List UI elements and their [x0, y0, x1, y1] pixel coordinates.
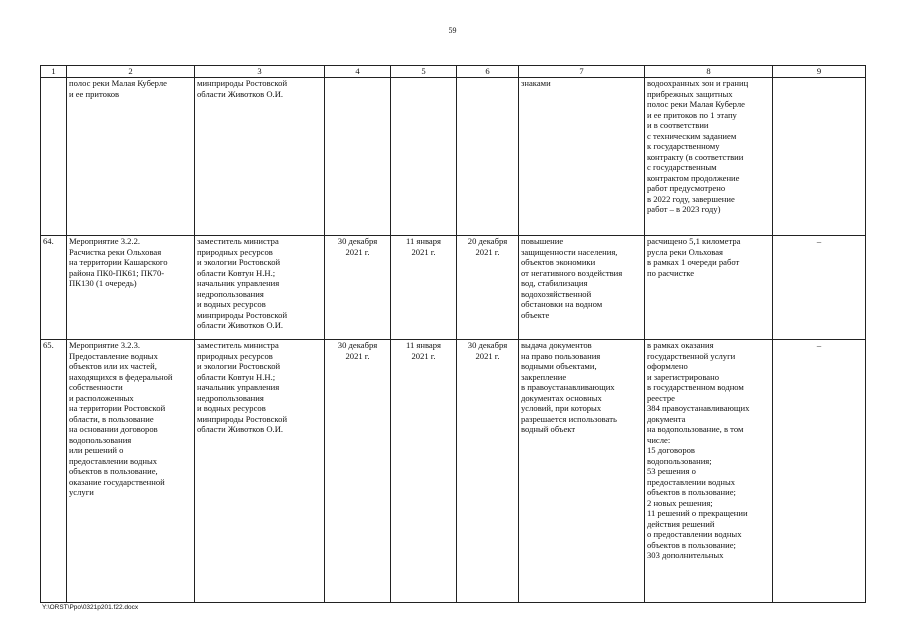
cell-result_actual-line: расчищено 5,1 километра: [647, 236, 741, 246]
cell-result_actual-line: русла реки Ольховая: [647, 246, 723, 257]
cell-date_plan-line: 30 декабря: [337, 236, 378, 246]
cell-name-line: услуги: [69, 487, 94, 497]
cell-date_start-line: 2021 г.: [411, 350, 436, 361]
cell-date_end-line: 2021 г.: [475, 350, 500, 361]
cell-result_expected-line: водными объектами,: [521, 361, 597, 371]
cell-note: –: [773, 236, 866, 340]
cell-result_expected-line: на право пользования: [521, 350, 601, 361]
cell-result_expected-line: объектов экономики: [521, 257, 596, 267]
cell-name-line: на основании договоров: [69, 424, 158, 434]
cell-name-line: объектов или их частей,: [69, 361, 157, 371]
cell-responsible: [195, 78, 325, 236]
cell-num: [41, 78, 67, 236]
file-path-footer: Y:\ORST\Ppo\0321p201.f22.docx: [42, 604, 139, 611]
cell-result_actual-line: по расчистке: [647, 267, 695, 278]
cell-name-line: на территории Ростовской: [69, 403, 166, 413]
cell-responsible-line: области Ковтун Н.Н.;: [197, 371, 276, 382]
cell-result_actual-line: предоставлении водных: [647, 476, 736, 487]
cell-result_actual-line: документа: [647, 413, 686, 424]
cell-result_expected-line: объекте: [521, 309, 550, 320]
cell-responsible-line: минприроды Ростовской: [197, 413, 288, 424]
cell-responsible-line: природных ресурсов: [197, 246, 273, 257]
page-number: 59: [448, 26, 457, 35]
cell-name-line: собственности: [69, 382, 123, 392]
cell-responsible-line: недропользования: [197, 288, 264, 299]
cell-num: 65.: [41, 340, 67, 603]
cell-result_actual-line: объектов в пользование;: [647, 487, 736, 497]
cell-result_actual-line: в рамках 1 очереди работ: [647, 257, 740, 267]
cell-responsible: [195, 236, 325, 340]
cell-result_actual-line: 15 договоров: [647, 445, 695, 455]
cell-result_actual-line: 2 новых решения;: [647, 497, 713, 508]
cell-result_actual-line: реестре: [647, 392, 675, 403]
cell-result_actual-line: действия решений: [647, 518, 715, 529]
col-header: 9: [773, 66, 866, 78]
cell-result_actual-line: о предоставлении водных: [647, 529, 742, 539]
col-header: 3: [195, 66, 325, 78]
col-header: 5: [391, 66, 457, 78]
cell-result_actual-line: полос реки Малая Куберле: [647, 99, 745, 109]
cell-result_actual: [645, 236, 773, 340]
cell-result_actual-line: водоохранных зон и границ: [647, 78, 749, 88]
cell-responsible-line: области Животков О.И.: [197, 424, 284, 434]
cell-result_expected-line: водохозяйственной: [521, 288, 592, 299]
cell-name-line: района ПК0-ПК61; ПК70-: [69, 267, 165, 278]
cell-result_expected-line: повышение: [521, 236, 564, 246]
cell-name-line: и ее притоков: [69, 88, 120, 99]
cell-result_expected-line: защищенности населения,: [521, 246, 618, 257]
cell-result_actual-line: в 2022 году, завершение: [647, 193, 735, 204]
cell-date_plan-line: 30 декабря: [337, 340, 378, 350]
col-header: 4: [325, 66, 391, 78]
col-header: 8: [645, 66, 773, 78]
cell-date_end: [457, 340, 519, 603]
header-row: [41, 66, 866, 78]
cell-result_actual-line: и ее притоков по 1 этапу: [647, 109, 737, 120]
cell-result_actual-line: 384 правоустанавливающих: [647, 403, 750, 413]
cell-note: [773, 78, 866, 236]
cell-name-line: находящихся в федеральной: [69, 371, 173, 382]
cell-result_actual-line: работ – в 2023 году): [647, 204, 721, 214]
cell-responsible-line: недропользования: [197, 392, 264, 403]
cell-responsible: [195, 340, 325, 603]
cell-result_actual-line: объектов в пользование;: [647, 539, 736, 550]
cell-result_expected-line: знаками: [521, 78, 551, 88]
cell-date_plan: [325, 78, 391, 236]
table-row: [41, 340, 866, 603]
cell-result_actual-line: в рамках оказания: [647, 340, 714, 350]
cell-responsible-line: и водных ресурсов: [197, 299, 266, 309]
cell-name-line: области, в пользование: [69, 413, 154, 424]
cell-result_expected-line: вод, стабилизация: [521, 278, 588, 288]
cell-responsible-line: заместитель министра: [197, 340, 279, 350]
cell-date_start-line: 11 января: [406, 340, 441, 350]
cell-result_actual-line: оформлено: [647, 361, 688, 371]
cell-num: 64.: [41, 236, 67, 340]
cell-result_expected: [519, 78, 645, 236]
cell-name-line: Предоставление водных: [69, 350, 158, 361]
cell-date_plan-line: 2021 г.: [345, 246, 370, 257]
cell-date_end-line: 30 декабря: [467, 340, 508, 350]
cell-result_expected-line: условий, при которых: [521, 403, 602, 413]
cell-result_actual-line: водопользования;: [647, 455, 712, 466]
cell-responsible-line: области Ковтун Н.Н.;: [197, 267, 276, 278]
cell-responsible-line: минприроды Ростовской: [197, 309, 288, 320]
cell-name: [67, 340, 195, 603]
cell-result_expected-line: разрешается использовать: [521, 413, 617, 424]
cell-date_plan-line: 2021 г.: [345, 350, 370, 361]
cell-result_actual-line: контракту (в соответствии: [647, 151, 744, 162]
cell-responsible-line: и экологии Ростовской: [197, 257, 281, 267]
cell-date_plan: [325, 340, 391, 603]
cell-result_expected-line: документах основных: [521, 392, 602, 403]
cell-result_expected-line: выдача документов: [521, 340, 592, 350]
cell-result_actual-line: в государственном водном: [647, 382, 744, 392]
cell-result_actual-line: и зарегистрировано: [647, 371, 720, 382]
cell-date_start-line: 2021 г.: [411, 246, 436, 257]
cell-result_actual-line: 11 решений о прекращении: [647, 508, 748, 518]
cell-result_expected-line: водный объект: [521, 424, 576, 434]
cell-result_actual-line: 303 дополнительных: [647, 550, 724, 560]
cell-name-line: Мероприятие 3.2.2.: [69, 236, 141, 246]
cell-responsible-line: минприроды Ростовской: [197, 78, 288, 88]
cell-date_end-line: 20 декабря: [467, 236, 508, 246]
table-row: [41, 236, 866, 340]
cell-result_actual-line: прибрежных защитных: [647, 88, 733, 99]
cell-name-line: Расчистка реки Ольховая: [69, 246, 162, 257]
cell-responsible-line: начальник управления: [197, 278, 280, 288]
cell-result_actual-line: работ предусмотрено: [647, 183, 726, 193]
cell-responsible-line: природных ресурсов: [197, 350, 273, 361]
col-header: 2: [67, 66, 195, 78]
cell-name-line: и расположенных: [69, 392, 134, 403]
cell-result_actual-line: контрактом продолжение: [647, 172, 740, 183]
cell-date_plan: [325, 236, 391, 340]
cell-responsible-line: и водных ресурсов: [197, 403, 266, 413]
cell-name: [67, 78, 195, 236]
cell-name-line: оказание государственной: [69, 476, 165, 487]
cell-date_start-line: 11 января: [406, 236, 441, 246]
cell-responsible-line: начальник управления: [197, 382, 280, 392]
cell-result_actual: [645, 78, 773, 236]
cell-name-line: ПК130 (1 очередь): [69, 278, 137, 288]
cell-date_end: [457, 78, 519, 236]
cell-result_actual-line: 53 решения о: [647, 466, 696, 476]
cell-result_expected-line: от негативного воздействия: [521, 267, 623, 278]
cell-name-line: или решений о: [69, 445, 124, 455]
cell-result_expected-line: в правоустанавливающих: [521, 382, 615, 392]
cell-result_actual-line: и в соответствии: [647, 120, 709, 130]
cell-result_expected: [519, 236, 645, 340]
cell-date_start: [391, 236, 457, 340]
cell-name-line: Мероприятие 3.2.3.: [69, 340, 141, 350]
cell-result_actual-line: государственной услуги: [647, 350, 736, 361]
cell-name-line: на территории Кашарского: [69, 257, 168, 267]
cell-result_actual-line: числе:: [647, 434, 671, 445]
cell-result_actual-line: к государственному: [647, 141, 720, 151]
cell-name-line: предоставлении водных: [69, 455, 158, 466]
cell-name-line: объектов в пользование,: [69, 466, 158, 476]
cell-name-line: водопользования: [69, 434, 132, 445]
cell-date_start: [391, 78, 457, 236]
cell-result_expected: [519, 340, 645, 603]
cell-responsible-line: заместитель министра: [197, 236, 279, 246]
cell-result_actual-line: на водопользование, в том: [647, 424, 744, 434]
cell-responsible-line: и экологии Ростовской: [197, 361, 281, 371]
cell-note: –: [773, 340, 866, 603]
cell-name: [67, 236, 195, 340]
col-header: 6: [457, 66, 519, 78]
cell-date_start: [391, 340, 457, 603]
cell-date_end: [457, 236, 519, 340]
cell-result_actual-line: с техническим заданием: [647, 130, 737, 141]
cell-result_actual-line: с государственным: [647, 162, 717, 172]
col-header: 7: [519, 66, 645, 78]
cell-result_actual: [645, 340, 773, 603]
cell-responsible-line: области Животков О.И.: [197, 88, 284, 99]
cell-responsible-line: области Животков О.И.: [197, 320, 284, 330]
cell-result_expected-line: закрепление: [521, 371, 567, 382]
cell-result_expected-line: обстановки на водном: [521, 299, 603, 309]
col-header: 1: [41, 66, 67, 78]
cell-name-line: полос реки Малая Куберле: [69, 78, 167, 88]
report-table: [40, 65, 866, 603]
table-row: [41, 78, 866, 236]
cell-date_end-line: 2021 г.: [475, 246, 500, 257]
